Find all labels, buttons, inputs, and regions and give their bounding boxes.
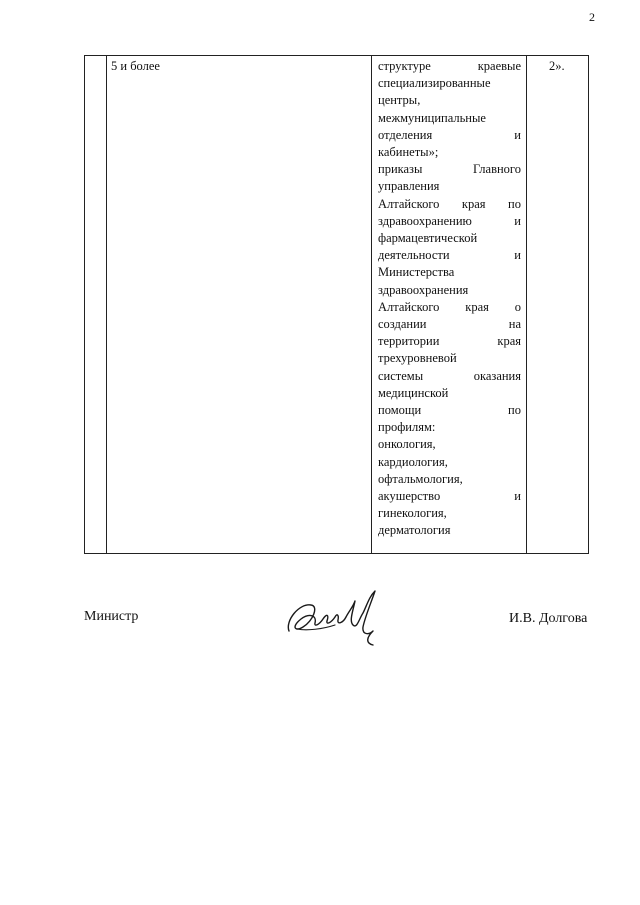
- description-line: Министерства: [378, 265, 455, 280]
- description-line: центры,: [378, 93, 421, 108]
- description-line: межмуниципальные: [378, 110, 486, 125]
- table-column-divider: [106, 56, 107, 554]
- description-line: здравоохранению и: [378, 213, 521, 228]
- description-line: здравоохранения: [378, 282, 469, 297]
- description-line: гинекология,: [378, 506, 447, 521]
- table-cell-value: 2».: [549, 59, 565, 73]
- table-border-left: [84, 56, 85, 554]
- page-number: 2: [589, 10, 595, 24]
- signatory-title: Министр: [84, 609, 139, 624]
- signatory-name: И.В. Долгова: [509, 611, 588, 626]
- table-border-right: [588, 56, 589, 554]
- table-cell-description: [378, 58, 521, 540]
- description-line: управления: [378, 179, 440, 194]
- table: [84, 55, 589, 554]
- description-line: профилям:: [378, 420, 436, 435]
- description-line: офтальмология,: [378, 471, 463, 486]
- description-line: трехуровневой: [378, 351, 457, 366]
- description-line: Алтайского края по: [378, 196, 521, 211]
- description-line: специализированные: [378, 76, 491, 91]
- description-line: системы оказания: [378, 368, 521, 383]
- description-line: кардиология,: [378, 454, 448, 469]
- description-line: отделения и: [378, 127, 521, 142]
- description-line: помощи по: [378, 403, 521, 418]
- description-line: акушерство и: [378, 489, 521, 504]
- description-line: медицинской: [378, 385, 449, 400]
- description-line: онкология,: [378, 437, 436, 452]
- description-line: кабинеты»;: [378, 145, 439, 160]
- table-column-divider: [526, 56, 527, 554]
- description-line: дерматология: [378, 523, 451, 538]
- description-line: приказы Главного: [378, 162, 521, 177]
- description-line: Алтайского края о: [378, 299, 521, 314]
- description-line: создании на: [378, 317, 521, 332]
- description-line: деятельности и: [378, 248, 521, 263]
- table-column-divider: [371, 56, 372, 554]
- description-line: структуре краевые: [378, 59, 521, 73]
- table-cell-quantity: 5 и более: [111, 59, 160, 73]
- handwritten-signature: [283, 585, 395, 647]
- description-line: фармацевтической: [378, 231, 478, 246]
- table-border-bottom: [84, 553, 589, 554]
- description-line: территории края: [378, 334, 521, 349]
